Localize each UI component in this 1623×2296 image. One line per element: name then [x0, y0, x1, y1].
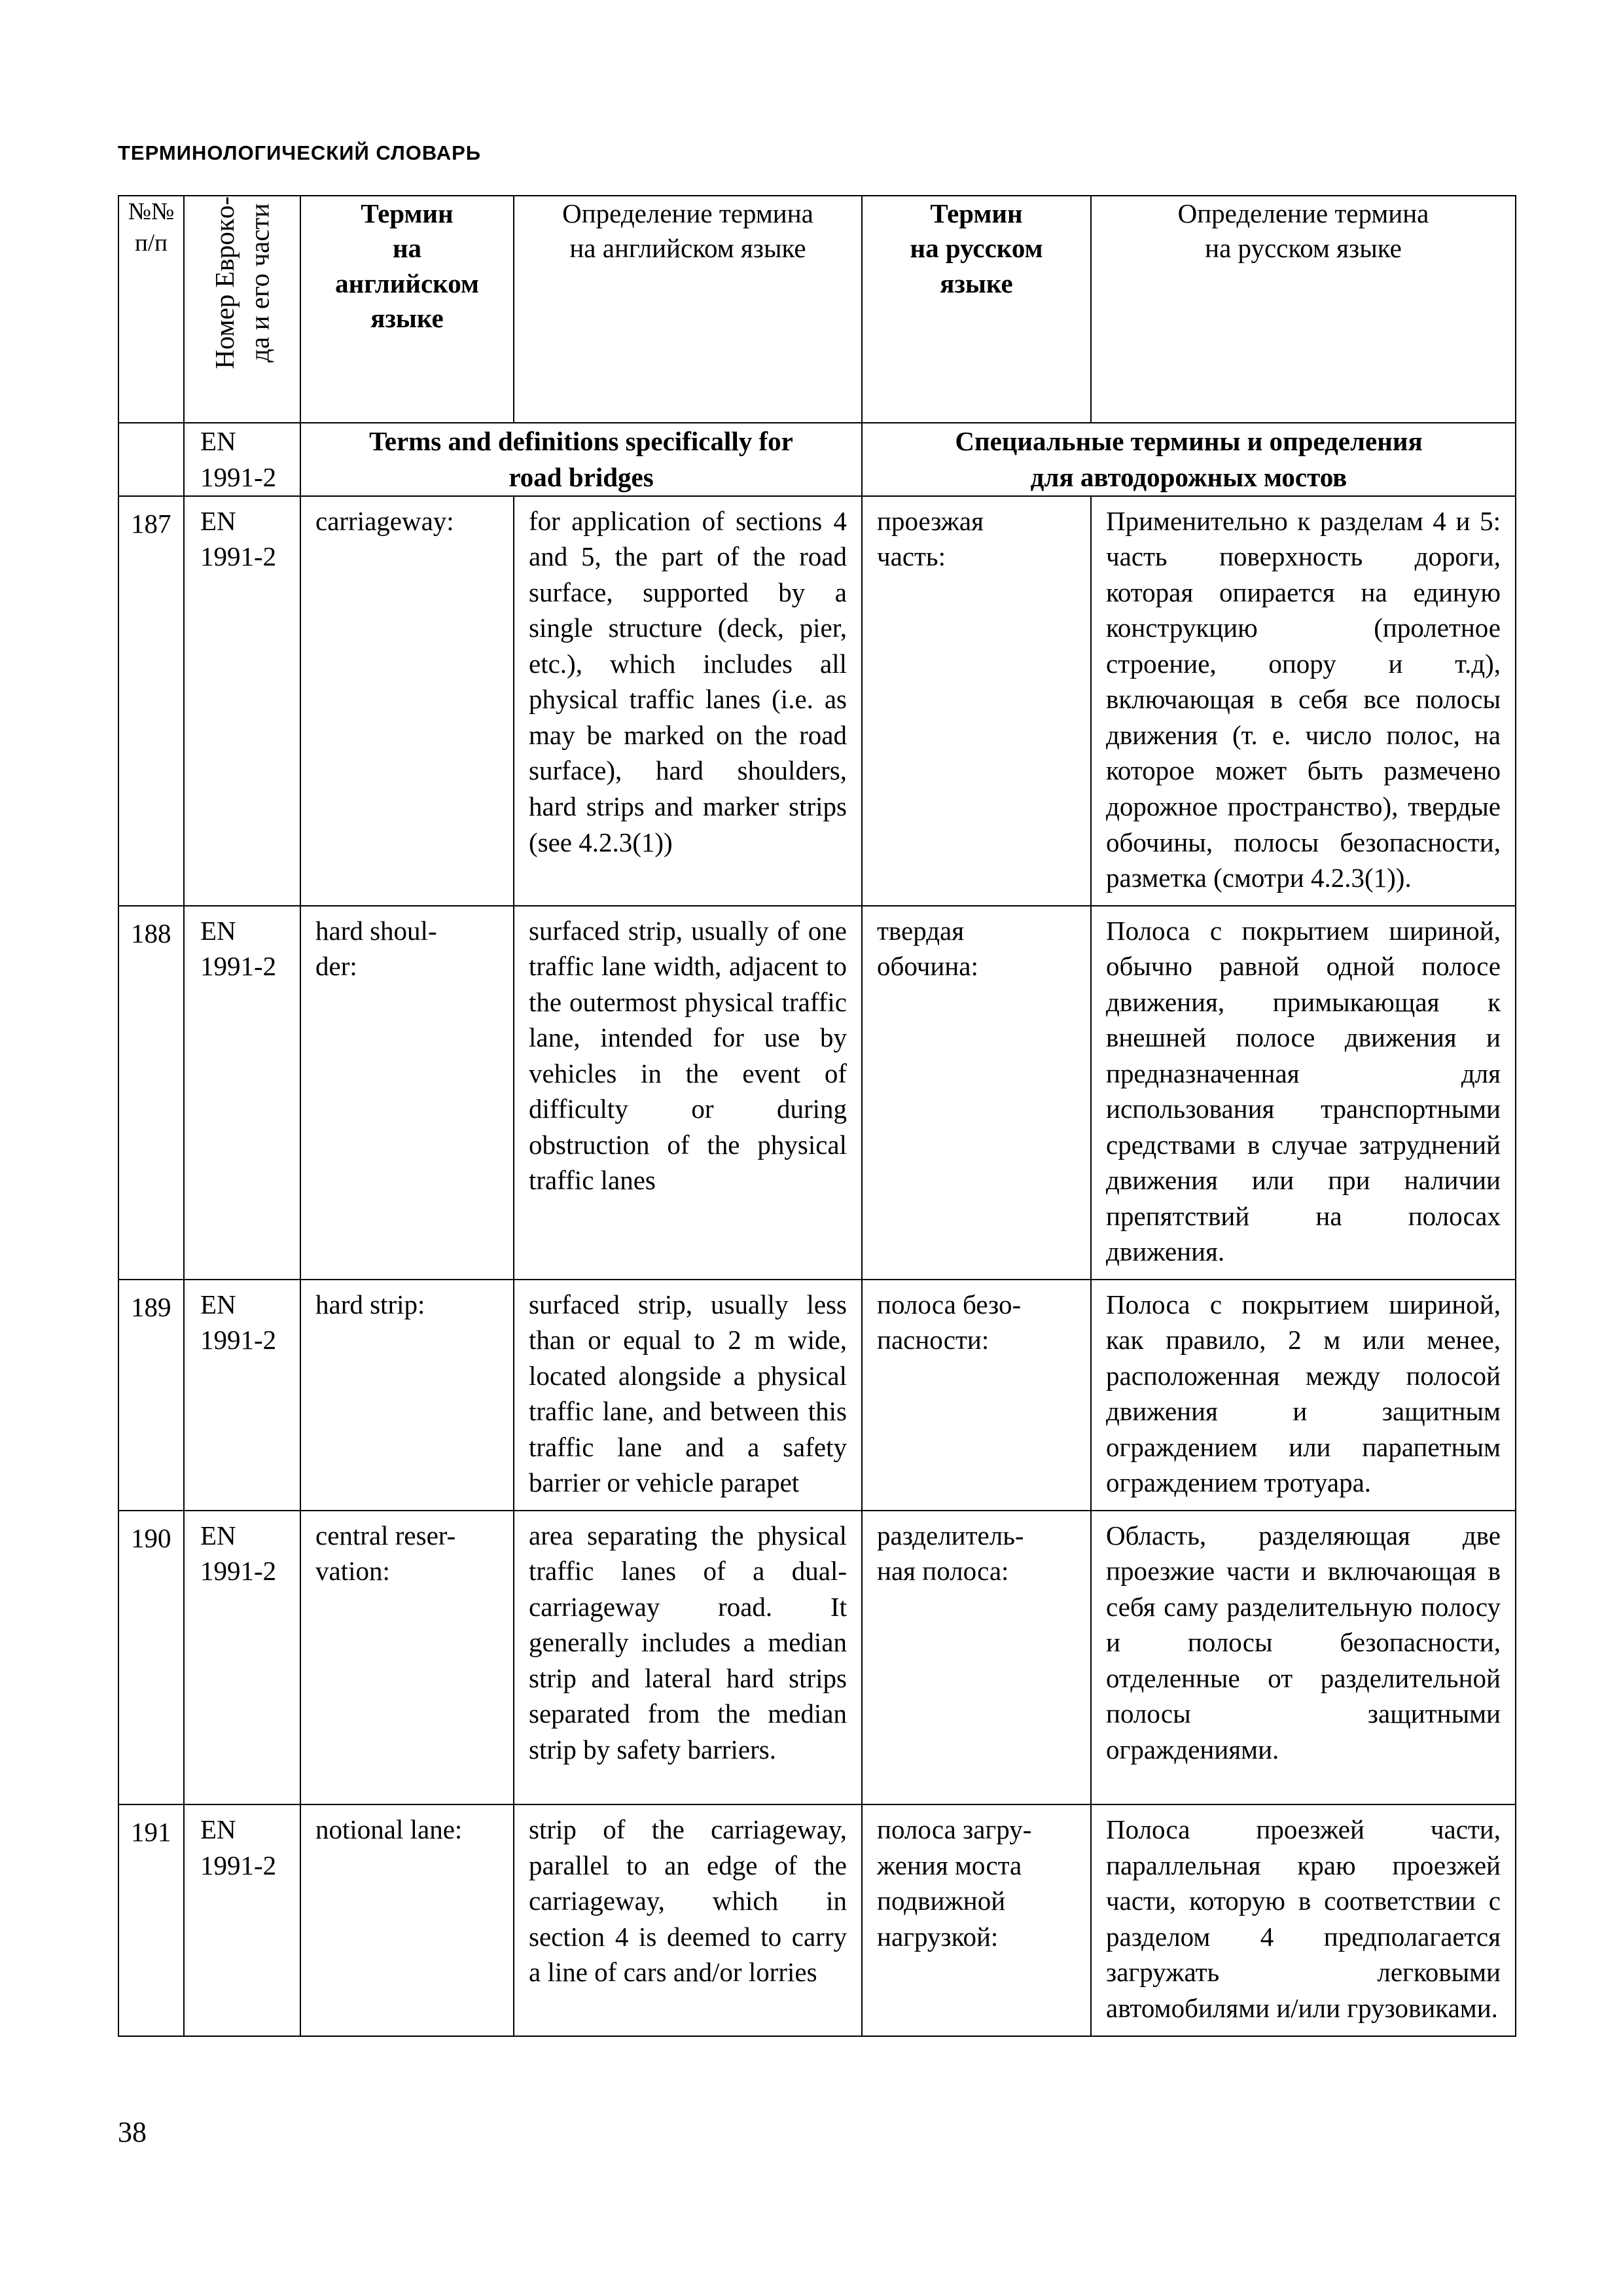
table-row — [118, 1511, 1516, 1805]
row-code: EN 1991-2 — [184, 1511, 300, 1805]
table-row — [118, 1280, 1516, 1511]
header-term-en: Термин на английском языке — [300, 196, 514, 423]
glossary-table — [118, 195, 1516, 2037]
row-number: 188 — [118, 906, 184, 1280]
row-term-en: hard shoul- der: — [300, 906, 514, 1280]
row-def-en: area separating the physical traffic lanes of a dual-carriageway road. It generally includes a median strip and lateral hard strips separated from the median strip by safety barriers. — [514, 1511, 862, 1805]
table-row — [118, 906, 1516, 1280]
row-term-ru: твердая обочина: — [862, 906, 1091, 1280]
section-row — [118, 423, 1516, 496]
header-num: №№ п/п — [118, 196, 184, 423]
row-term-en: notional lane: — [300, 1804, 514, 2036]
row-code: EN 1991-2 — [184, 1280, 300, 1511]
row-def-ru: Полоса с покрытием шириной, обычно равной одной полосе движения, примыкающая к внешней полосе движения и предназначенная для использования транспортными средствами в случае затруднений движения или при наличии препятствий на полосах движения. — [1091, 906, 1516, 1280]
row-number: 191 — [118, 1804, 184, 2036]
page-number: 38 — [118, 2116, 147, 2148]
row-def-ru: Полоса с покрытием шириной, как правило, 2 м или менее, расположенная между полосой движения и защитным ограждением или парапетным ограждением тротуара. — [1091, 1280, 1516, 1511]
page-header: ТЕРМИНОЛОГИЧЕСКИЙ СЛОВАРЬ — [118, 141, 482, 164]
row-term-en: central reser- vation: — [300, 1511, 514, 1805]
row-def-en: surfaced strip, usually of one traffic lane width, adjacent to the outermost physical traffic lane, intended for use by vehicles in the event of difficulty or during obstruction of the physical traffic lanes — [514, 906, 862, 1280]
header-def-ru: Определение термина на русском языке — [1091, 196, 1516, 423]
row-number: 189 — [118, 1280, 184, 1511]
header-code: Номер Еврокo- да и его части — [184, 196, 300, 423]
row-term-en: hard strip: — [300, 1280, 514, 1511]
section-code: EN 1991-2 — [184, 423, 300, 496]
table-header-row — [118, 196, 1516, 423]
row-def-en: for application of sections 4 and 5, the part of the road surface, supported by a single structure (deck, pier, etc.), which includes all physical traffic lanes (i.e. as may be marked on the road surface), hard shoulders, hard strips and marker strips (see 4.2.3(1)) — [514, 496, 862, 906]
row-code: EN 1991-2 — [184, 496, 300, 906]
section-title-ru: Специальные термины и определения для автодорожных мостов — [862, 423, 1516, 496]
row-number: 187 — [118, 496, 184, 906]
row-number: 190 — [118, 1511, 184, 1805]
row-def-ru: Полоса проезжей части, параллельная краю проезжей части, которую в соответствии с разделом 4 предполагается загружать легковыми автомобилями и/или грузовиками. — [1091, 1804, 1516, 2036]
table-row — [118, 1804, 1516, 2036]
row-code: EN 1991-2 — [184, 906, 300, 1280]
row-term-ru: полоса загру- жения моста подвижной нагрузкой: — [862, 1804, 1091, 2036]
header-def-en: Определение термина на английском языке — [514, 196, 862, 423]
row-def-ru: Применительно к разделам 4 и 5: часть поверхность дороги, которая опирается на единую конструкцию (пролетное строение, опору и т.д), включающая в себя все полосы движения (т. е. число полос, на которое может быть размечено дорожное пространство), твердые обочины, полосы безопасности, разметка (смотри 4.2.3(1)). — [1091, 496, 1516, 906]
section-title-en: Terms and definitions specifically for road bridges — [300, 423, 862, 496]
row-term-ru: разделитель- ная полоса: — [862, 1511, 1091, 1805]
row-term-ru: полоса безо- пасности: — [862, 1280, 1091, 1511]
row-term-en: carriageway: — [300, 496, 514, 906]
table-row — [118, 496, 1516, 906]
row-def-ru: Область, разделяющая две проезжие части и включающая в себя саму разделительную полосу и полосы безопасности, отделенные от разделительной полосы защитными ограждениями. — [1091, 1511, 1516, 1805]
section-num-cell — [118, 423, 184, 496]
row-def-en: strip of the carriageway, parallel to an edge of the carriageway, which in section 4 is deemed to carry a line of cars and/or lorries — [514, 1804, 862, 2036]
row-term-ru: проезжая часть: — [862, 496, 1091, 906]
row-code: EN 1991-2 — [184, 1804, 300, 2036]
header-term-ru: Термин на русском языке — [862, 196, 1091, 423]
row-def-en: surfaced strip, usually less than or equal to 2 m wide, located alongside a physical traffic lane, and between this traffic lane and a safety barrier or vehicle parapet — [514, 1280, 862, 1511]
